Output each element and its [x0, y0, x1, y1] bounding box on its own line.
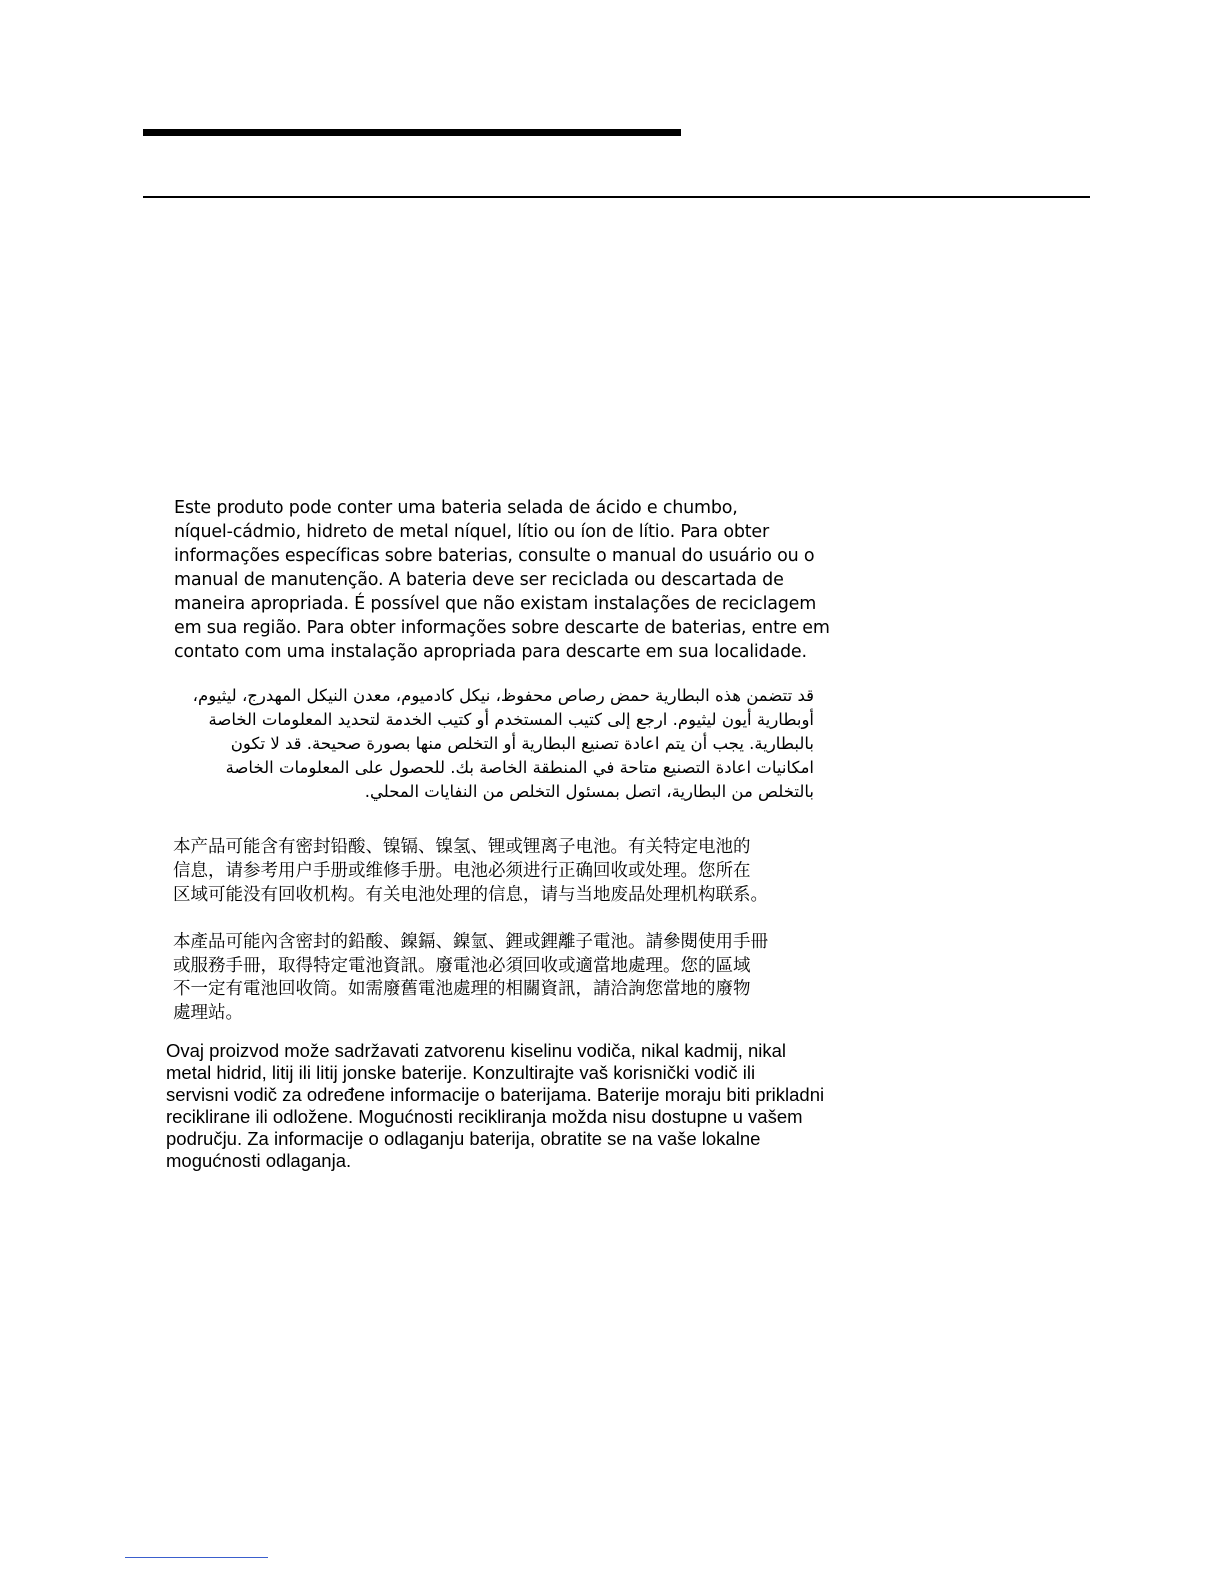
croatian-battery-notice — [166, 1040, 886, 1172]
arabic-battery-notice — [170, 684, 814, 804]
text-line: 或服務手冊，取得特定電池資訊。廢電池必須回收或適當地處理。您的區域 — [173, 955, 751, 976]
text-line: informações específicas sobre baterias, consulte o manual do usuário ou o — [174, 546, 815, 566]
text-line: بالتخلص من البطارية، اتصل بمسئول التخلص من النفايات المحلي. — [364, 782, 814, 801]
text-line: أوبطارية أيون ليثيوم. ارجع إلى كتيب المستخدم أو كتيب الخدمة لتحديد المعلومات الخاصة — [208, 710, 814, 729]
text-line: Ovaj proizvod može sadržavati zatvorenu kiselinu vodiča, nikal kadmij, nikal — [166, 1040, 787, 1061]
traditional-chinese-battery-notice — [173, 931, 873, 1025]
text-line: reciklirane ili odložene. Mogućnosti recikliranja možda nisu dostupne u vašem — [166, 1106, 803, 1127]
text-line: em sua região. Para obter informações sobre descarte de baterias, entre em — [174, 618, 830, 638]
text-line: maneira apropriada. É possível que não existam instalações de reciclagem — [174, 594, 817, 614]
portuguese-battery-notice — [174, 496, 874, 664]
text-line: servisni vodič za određene informacije o baterijama. Baterije moraju biti prikladni — [166, 1084, 825, 1105]
text-line: 不一定有電池回收筒。如需廢舊電池處理的相關資訊，請洽詢您當地的廢物 — [173, 979, 751, 999]
text-line: Este produto pode conter uma bateria selada de ácido e chumbo, — [174, 498, 738, 518]
text-line: 本產品可能內含密封的鉛酸、鎳鎘、鎳氫、鋰或鋰離子電池。請參閱使用手冊 — [173, 932, 768, 952]
text-line: 区域可能没有回收机构。有关电池处理的信息，请与当地废品处理机构联系。 — [173, 885, 768, 905]
text-line: metal hidrid, litij ili litij jonske baterije. Konzultirajte vaš korisnički vodič ili — [166, 1062, 756, 1083]
text-line: بالبطارية. يجب أن يتم اعادة تصنيع البطارية أو التخلص منها بصورة صحيحة. قد لا تكون — [230, 734, 814, 753]
simplified-chinese-battery-notice — [173, 835, 853, 907]
text-line: području. Za informacije o odlaganju baterija, obratite se na vaše lokalne — [166, 1128, 761, 1149]
text-line: manual de manutenção. A bateria deve ser reciclada ou descartada de — [174, 570, 784, 590]
heading-thin-rule — [143, 196, 1090, 198]
text-line: 本产品可能含有密封铅酸、镍镉、镍氢、锂或锂离子电池。有关特定电池的 — [173, 837, 751, 857]
heading-thick-rule — [143, 129, 681, 136]
footer-link-underline — [125, 1557, 268, 1558]
text-line: 信息，请参考用户手册或维修手册。电池必须进行正确回收或处理。您所在 — [173, 861, 751, 881]
text-line: قد تتضمن هذه البطارية حمض رصاص محفوظ، نيكل كادميوم، معدن النيكل المهدرج، ليثيوم، — [192, 686, 814, 705]
text-line: níquel-cádmio, hidreto de metal níquel, lítio ou íon de lítio. Para obter — [174, 522, 769, 542]
text-line: 處理站。 — [173, 1002, 243, 1023]
text-line: امكانيات اعادة التصنيع متاحة في المنطقة الخاصة بك. للحصول على المعلومات الخاصة — [225, 758, 814, 777]
text-line: mogućnosti odlaganja. — [166, 1150, 352, 1171]
text-line: contato com uma instalação apropriada para descarte em sua localidade. — [174, 642, 807, 662]
